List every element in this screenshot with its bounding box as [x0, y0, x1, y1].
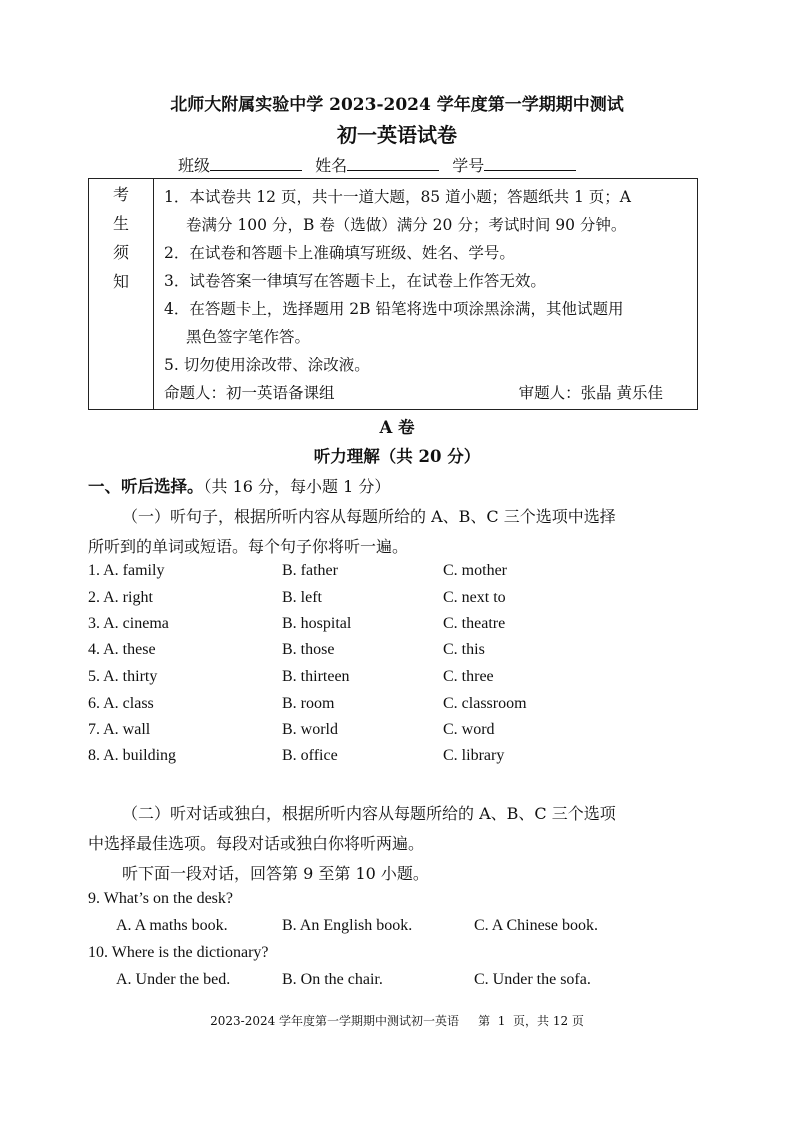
- option-b: B. office: [282, 747, 338, 764]
- part1-heading-row: [88, 473, 390, 497]
- option-b: B. world: [282, 721, 338, 738]
- sub2-instruction-line1: （二）听对话或独白，根据所听内容从每题所给的 A、B、C 三个选项: [122, 804, 616, 823]
- option-b: B. left: [282, 589, 322, 606]
- notice-label-char: 知: [112, 272, 129, 291]
- school-title: 北师大附属实验中学 2023-2024 学年度第一学期期中测试: [170, 95, 624, 115]
- notice-line: 黑色签字笔作答。: [186, 328, 311, 346]
- question-option-a: A. A maths book.: [116, 917, 228, 934]
- word-item: [88, 668, 648, 690]
- question-option-b: B. On the chair.: [282, 971, 383, 988]
- notice-line: 3．试卷答案一律填写在答题卡上，在试卷上作答无效。: [164, 272, 546, 290]
- word-item: [88, 589, 648, 611]
- page-footer: 2023-2024 学年度第一学期期中测试初一英语 第 1 页，共 12 页: [210, 1014, 584, 1028]
- option-a: 2. A. right: [88, 589, 153, 606]
- notice-line: 1．本试卷共 12 页，共十一道大题，85 道小题；答题纸共 1 页；A: [164, 188, 631, 206]
- option-b: B. thirteen: [282, 668, 350, 685]
- sub1-instruction-line2: 所听到的单词或短语。每个句子你将听一遍。: [88, 537, 409, 556]
- notice-label-cell: [89, 179, 154, 410]
- student-info-row: [178, 153, 584, 176]
- notice-body-cell: [154, 179, 698, 410]
- option-c: C. theatre: [443, 615, 506, 632]
- option-a: 1. A. family: [88, 562, 165, 579]
- id-label: 学号: [452, 156, 485, 175]
- option-b: B. father: [282, 562, 338, 579]
- class-label: 班级: [178, 156, 211, 175]
- word-item: [88, 747, 648, 769]
- word-item: [88, 615, 648, 637]
- option-b: B. hospital: [282, 615, 352, 632]
- question-option-c: C. Under the sofa.: [474, 971, 591, 988]
- option-c: C. this: [443, 641, 485, 658]
- author-text: 命题人：初一英语备课组: [164, 384, 335, 402]
- option-a: 7. A. wall: [88, 721, 151, 738]
- notice-label-char: 生: [112, 214, 129, 233]
- option-a: 6. A. class: [88, 695, 154, 712]
- option-b: B. room: [282, 695, 335, 712]
- option-c: C. three: [443, 668, 494, 685]
- volume-title: A 卷: [379, 418, 415, 437]
- notice-label-char: 考: [112, 185, 129, 204]
- question-stem: 10. Where is the dictionary?: [88, 944, 269, 961]
- notice-people-row: [164, 379, 691, 407]
- option-a: 3. A. cinema: [88, 615, 169, 632]
- sub1-instruction-line1: （一）听句子，根据所听内容从每题所给的 A、B、C 三个选项中选择: [122, 507, 616, 526]
- word-item: [88, 721, 648, 743]
- word-item: [88, 695, 648, 717]
- notice-line: 卷满分 100 分，B 卷（选做）满分 20 分；考试时间 90 分钟。: [186, 216, 627, 234]
- notice-line: 2．在试卷和答题卡上准确填写班级、姓名、学号。: [164, 244, 515, 262]
- question-option-a: A. Under the bed.: [116, 971, 231, 988]
- option-a: 8. A. building: [88, 747, 177, 764]
- notice-label-char: 须: [112, 243, 129, 262]
- word-item: [88, 562, 648, 584]
- paper-title: 初一英语试卷: [337, 123, 457, 147]
- exam-notice-table: [88, 178, 698, 410]
- part1-score: （共 16 分，每小题 1 分）: [203, 477, 391, 496]
- dialog-intro: 听下面一段对话，回答第 9 至第 10 小题。: [122, 864, 429, 883]
- notice-line: 4．在答题卡上，选择题用 2B 铅笔将选中项涂黑涂满，其他试题用: [164, 300, 624, 318]
- option-a: 4. A. these: [88, 641, 156, 658]
- option-b: B. those: [282, 641, 335, 658]
- option-c: C. next to: [443, 589, 506, 606]
- option-a: 5. A. thirty: [88, 668, 158, 685]
- sub2-instruction-line2: 中选择最佳选项。每段对话或独白你将听两遍。: [88, 834, 425, 853]
- question-option-c: C. A Chinese book.: [474, 917, 599, 934]
- notice-line: 5. 切勿使用涂改带、涂改液。: [164, 356, 370, 374]
- option-c: C. classroom: [443, 695, 527, 712]
- class-blank: [210, 156, 302, 171]
- name-blank: [347, 156, 439, 171]
- option-c: C. library: [443, 747, 505, 764]
- question-stem: 9. What’s on the desk?: [88, 890, 234, 907]
- reviewer-text: 审题人：张晶 黄乐佳: [518, 384, 663, 402]
- option-c: C. mother: [443, 562, 507, 579]
- question-option-b: B. An English book.: [282, 917, 413, 934]
- word-item: [88, 641, 648, 663]
- option-c: C. word: [443, 721, 495, 738]
- name-label: 姓名: [315, 156, 348, 175]
- listening-title: 听力理解（共 20 分）: [313, 447, 481, 466]
- part1-heading: 一、听后选择。: [88, 477, 204, 496]
- id-blank: [484, 156, 576, 171]
